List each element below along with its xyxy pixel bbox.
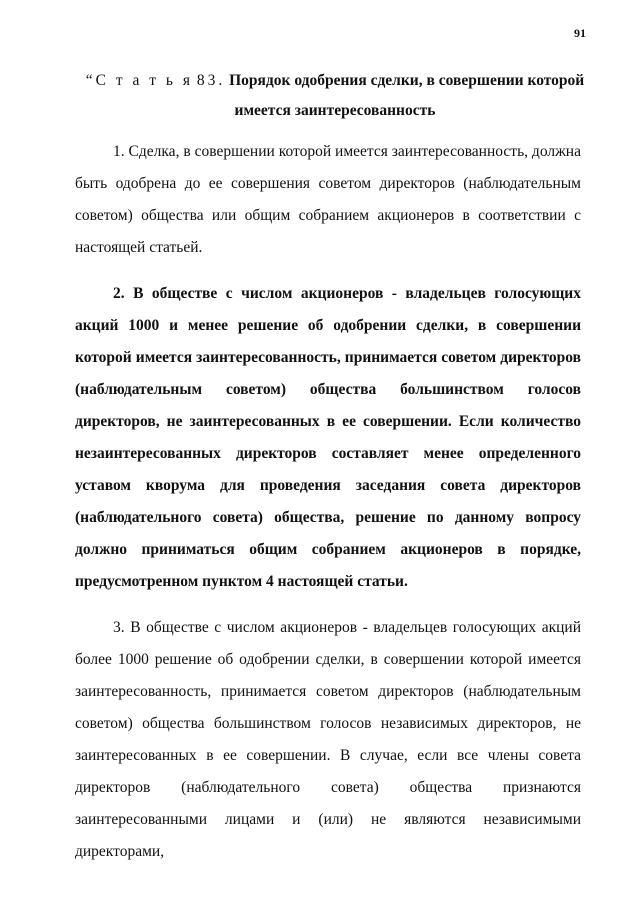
article-number: 83. xyxy=(196,72,226,89)
article-body xyxy=(75,136,581,882)
article-word: “С т а т ь я xyxy=(85,72,193,89)
paragraph-1: 1. Сделка, в совершении которой имеется заинтересованность, должна быть одобрена до ее совершения советом директоров (наблюдательным советом) общества или общим собранием акционеров в соответствии с настоящей статьей. xyxy=(75,143,581,256)
paragraph-3: 3. В обществе с числом акционеров - владельцев голосующих акций более 1000 решение об одобрении сделки, в совершении которой имеется заинтересованность, принимается советом директоров (наблюдательным советом) общества большинством голосов независимых директоров, не заинтересованных в ее совершении. В случае, если все члены совета директоров (наблюдательного совета) общества признаются заинтересованными лицами и (или) не являются независимыми директорами, xyxy=(75,619,581,860)
article-title: Порядок одобрения сделки, в совершении которой имеется заинтересованность xyxy=(229,72,585,119)
paragraph-2: 2. В обществе с числом акционеров - владельцев голосующих акций 1000 и менее решение об одобрении сделки, в совершении которой имеется заинтересованность, принимается советом директоров (наблюдательным советом) общества большинством голосов директоров, не заинтересованных в ее совершении. Если количество незаинтересованных директоров составляет менее определенного уставом кворума для проведения заседания совета директоров (наблюдательного совета) общества, решение по данному вопросу должно приниматься общим собранием акционеров в порядке, предусмотренном пунктом 4 настоящей статьи. xyxy=(75,285,581,590)
page-number: 91 xyxy=(574,26,586,40)
article-heading xyxy=(80,66,590,126)
